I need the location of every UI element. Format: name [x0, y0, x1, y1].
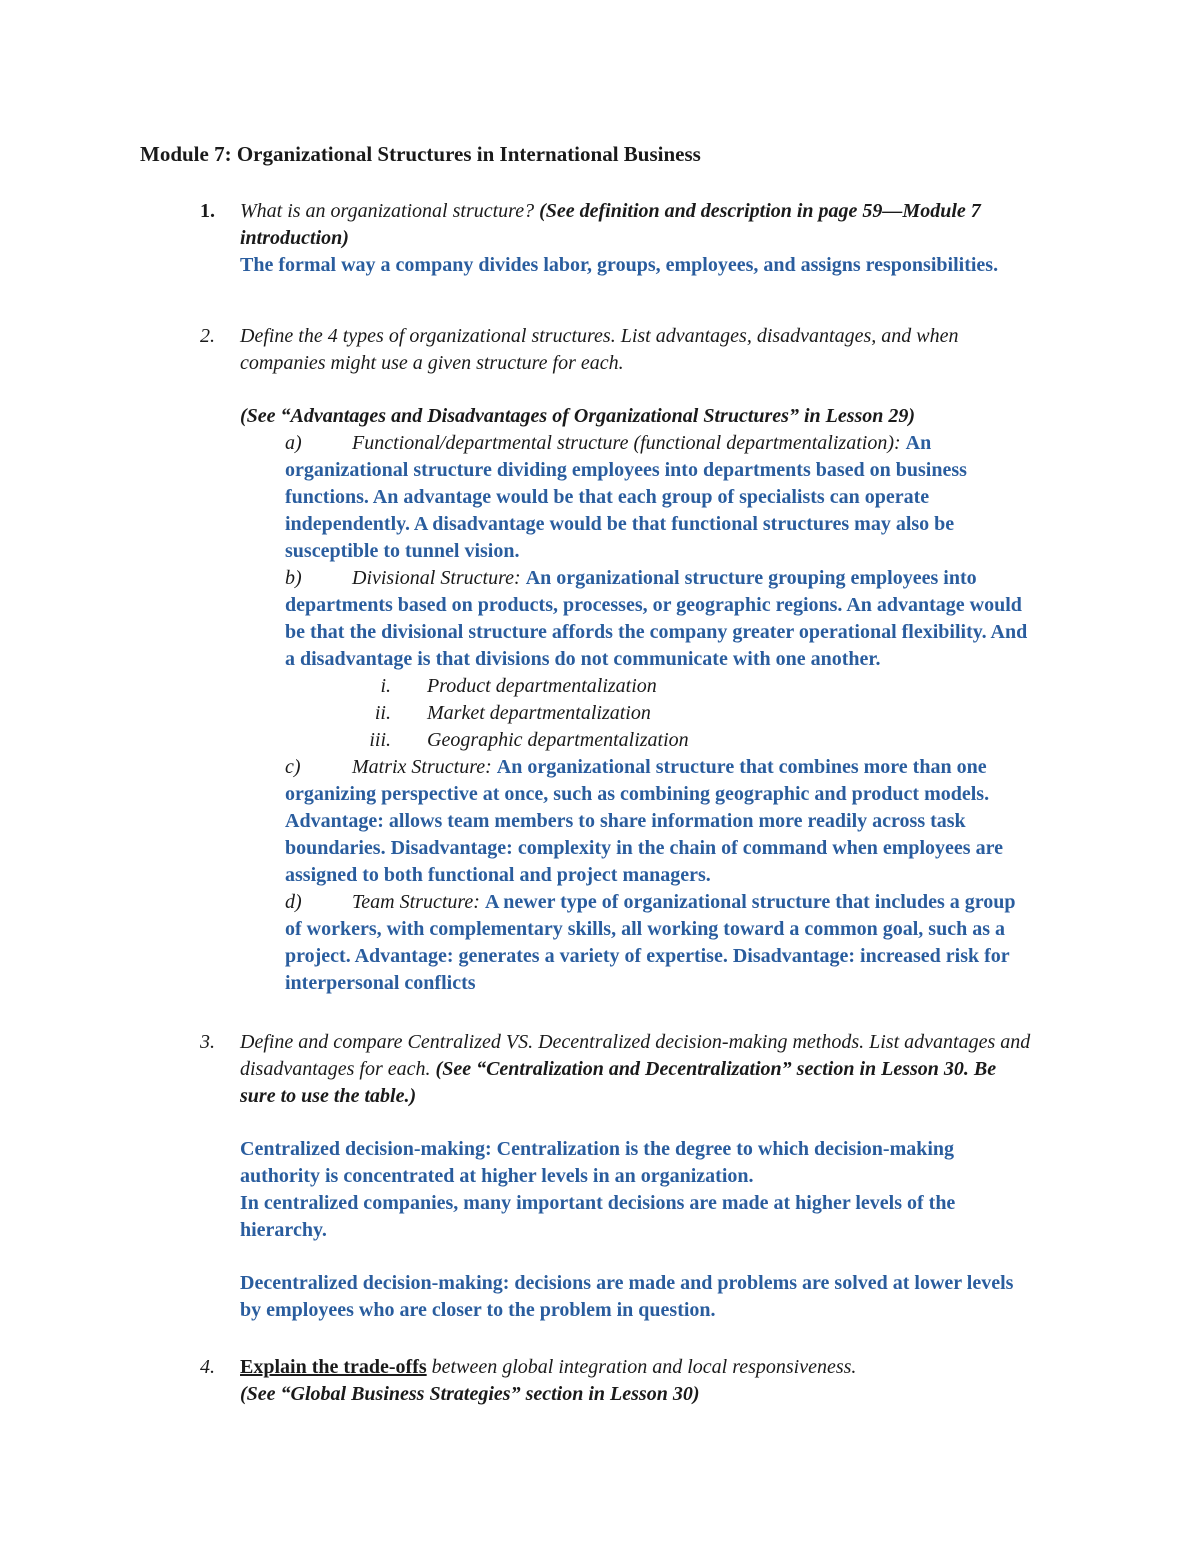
questions-list — [200, 198, 1032, 1408]
roman-item-3-label: iii. — [369, 729, 391, 751]
question-1-number: 1. — [200, 200, 215, 222]
roman-item-2 — [345, 700, 1032, 727]
sub-item-d-lead: Team Structure: — [352, 891, 485, 913]
question-1-reference: (See definition and description in page 59—Module 7 introduction) — [240, 200, 981, 249]
sub-item-a-answer: An organizational structure dividing employees into departments based on business functions. An advantage would be that each group of specialists can operate independently. A disadvantage would be that functional structures may also be susceptible to tunnel vision. — [285, 432, 967, 562]
roman-item-2-text: Market departmentalization — [427, 702, 651, 724]
question-2-content — [240, 323, 1032, 997]
question-3-answer-centralized: Centralized decision-making: Centralization is the degree to which decision-making authority is concentrated at higher levels in an organization. — [240, 1138, 955, 1187]
sub-item-b — [285, 565, 1032, 673]
question-4-text — [240, 1354, 1032, 1381]
question-4-prompt-underlined: Explain the trade-offs — [240, 1356, 427, 1378]
sub-item-c-label: c) — [285, 756, 301, 778]
question-2-item — [200, 323, 1032, 997]
roman-item-1-label: i. — [380, 675, 391, 697]
page-title: Module 7: Organizational Structures in International Business — [140, 142, 701, 166]
roman-item-3 — [345, 727, 1032, 754]
question-3-answer-centralized-cont: In centralized companies, many important decisions are made at higher levels of the hierarchy. — [240, 1192, 956, 1241]
spacer — [240, 1110, 1032, 1136]
spacer — [240, 377, 1032, 403]
sub-item-a-lead: Functional/departmental structure (functional departmentalization): — [352, 432, 906, 454]
spacer — [200, 997, 1032, 1029]
roman-item-1 — [345, 673, 1032, 700]
question-4-item — [200, 1354, 1032, 1408]
question-4-number: 4. — [200, 1356, 215, 1378]
sub-item-c-lead: Matrix Structure: — [352, 756, 497, 778]
question-1-answer: The formal way a company divides labor, groups, employees, and assigns responsibilities. — [240, 254, 999, 276]
spacer — [240, 1244, 1032, 1270]
question-3-reference: (See “Centralization and Decentralization” section in Lesson 30. Be sure to use the table.) — [240, 1058, 997, 1107]
question-3-prompt: Define and compare Centralized VS. Decentralized decision-making methods. List advantages and disadvantages for each. — [240, 1031, 1031, 1080]
question-2-text: Define the 4 types of organizational structures. List advantages, disadvantages, and when companies might use a given structure for each. — [240, 325, 959, 374]
sub-item-d — [285, 889, 1032, 997]
question-4-reference: (See “Global Business Strategies” section in Lesson 30) — [240, 1383, 700, 1405]
question-4-content — [240, 1354, 1032, 1408]
sub-item-d-label: d) — [285, 891, 302, 913]
question-2-reference: (See “Advantages and Disadvantages of Organizational Structures” in Lesson 29) — [240, 405, 916, 427]
roman-item-2-label: ii. — [374, 702, 391, 724]
sub-item-a-label: a) — [285, 432, 302, 454]
question-3-answer-decentralized: Decentralized decision-making: decisions are made and problems are solved at lower levels by employees who are closer to the problem in question. — [240, 1272, 1014, 1321]
sub-item-a — [285, 430, 1032, 565]
spacer — [200, 1324, 1032, 1354]
question-1-item — [200, 198, 1032, 279]
question-1-content — [240, 198, 1032, 279]
roman-item-3-text: Geographic departmentalization — [427, 729, 689, 751]
sub-item-c-answer: An organizational structure that combines more than one organizing perspective at once, such as combining geographic and product models. Advantage: allows team members to share information more readily across task boundaries. Disadvantage: complexity in the chain of command when employees are assigned to both functional and project managers. — [285, 756, 1003, 886]
sub-item-b-answer: An organizational structure grouping employees into departments based on products, processes, or geographic regions. An advantage would be that the divisional structure affords the company greater operational flexibility. And a disadvantage is that divisions do not communicate with one another. — [285, 567, 1028, 670]
question-4-prompt-rest: between global integration and local responsiveness. — [426, 1356, 857, 1378]
question-3-content — [240, 1029, 1032, 1324]
sub-item-b-lead: Divisional Structure: — [352, 567, 526, 589]
question-1-text — [240, 198, 1032, 252]
question-3-item — [200, 1029, 1032, 1324]
roman-item-1-text: Product departmentalization — [427, 675, 657, 697]
question-3-text — [240, 1029, 1032, 1110]
question-2-number: 2. — [200, 325, 215, 347]
question-3-number: 3. — [200, 1031, 215, 1053]
sub-item-b-romans — [285, 673, 1032, 754]
sub-item-d-answer: A newer type of organizational structure that includes a group of workers, with complementary skills, all working toward a common goal, such as a project. Advantage: generates a variety of expertise. Disadvantage: increased risk for interpersonal conflicts — [285, 891, 1016, 994]
sub-item-c — [285, 754, 1032, 889]
spacer — [200, 279, 1032, 323]
question-1-prompt: What is an organizational structure? — [240, 200, 540, 222]
sub-item-b-label: b) — [285, 567, 302, 589]
